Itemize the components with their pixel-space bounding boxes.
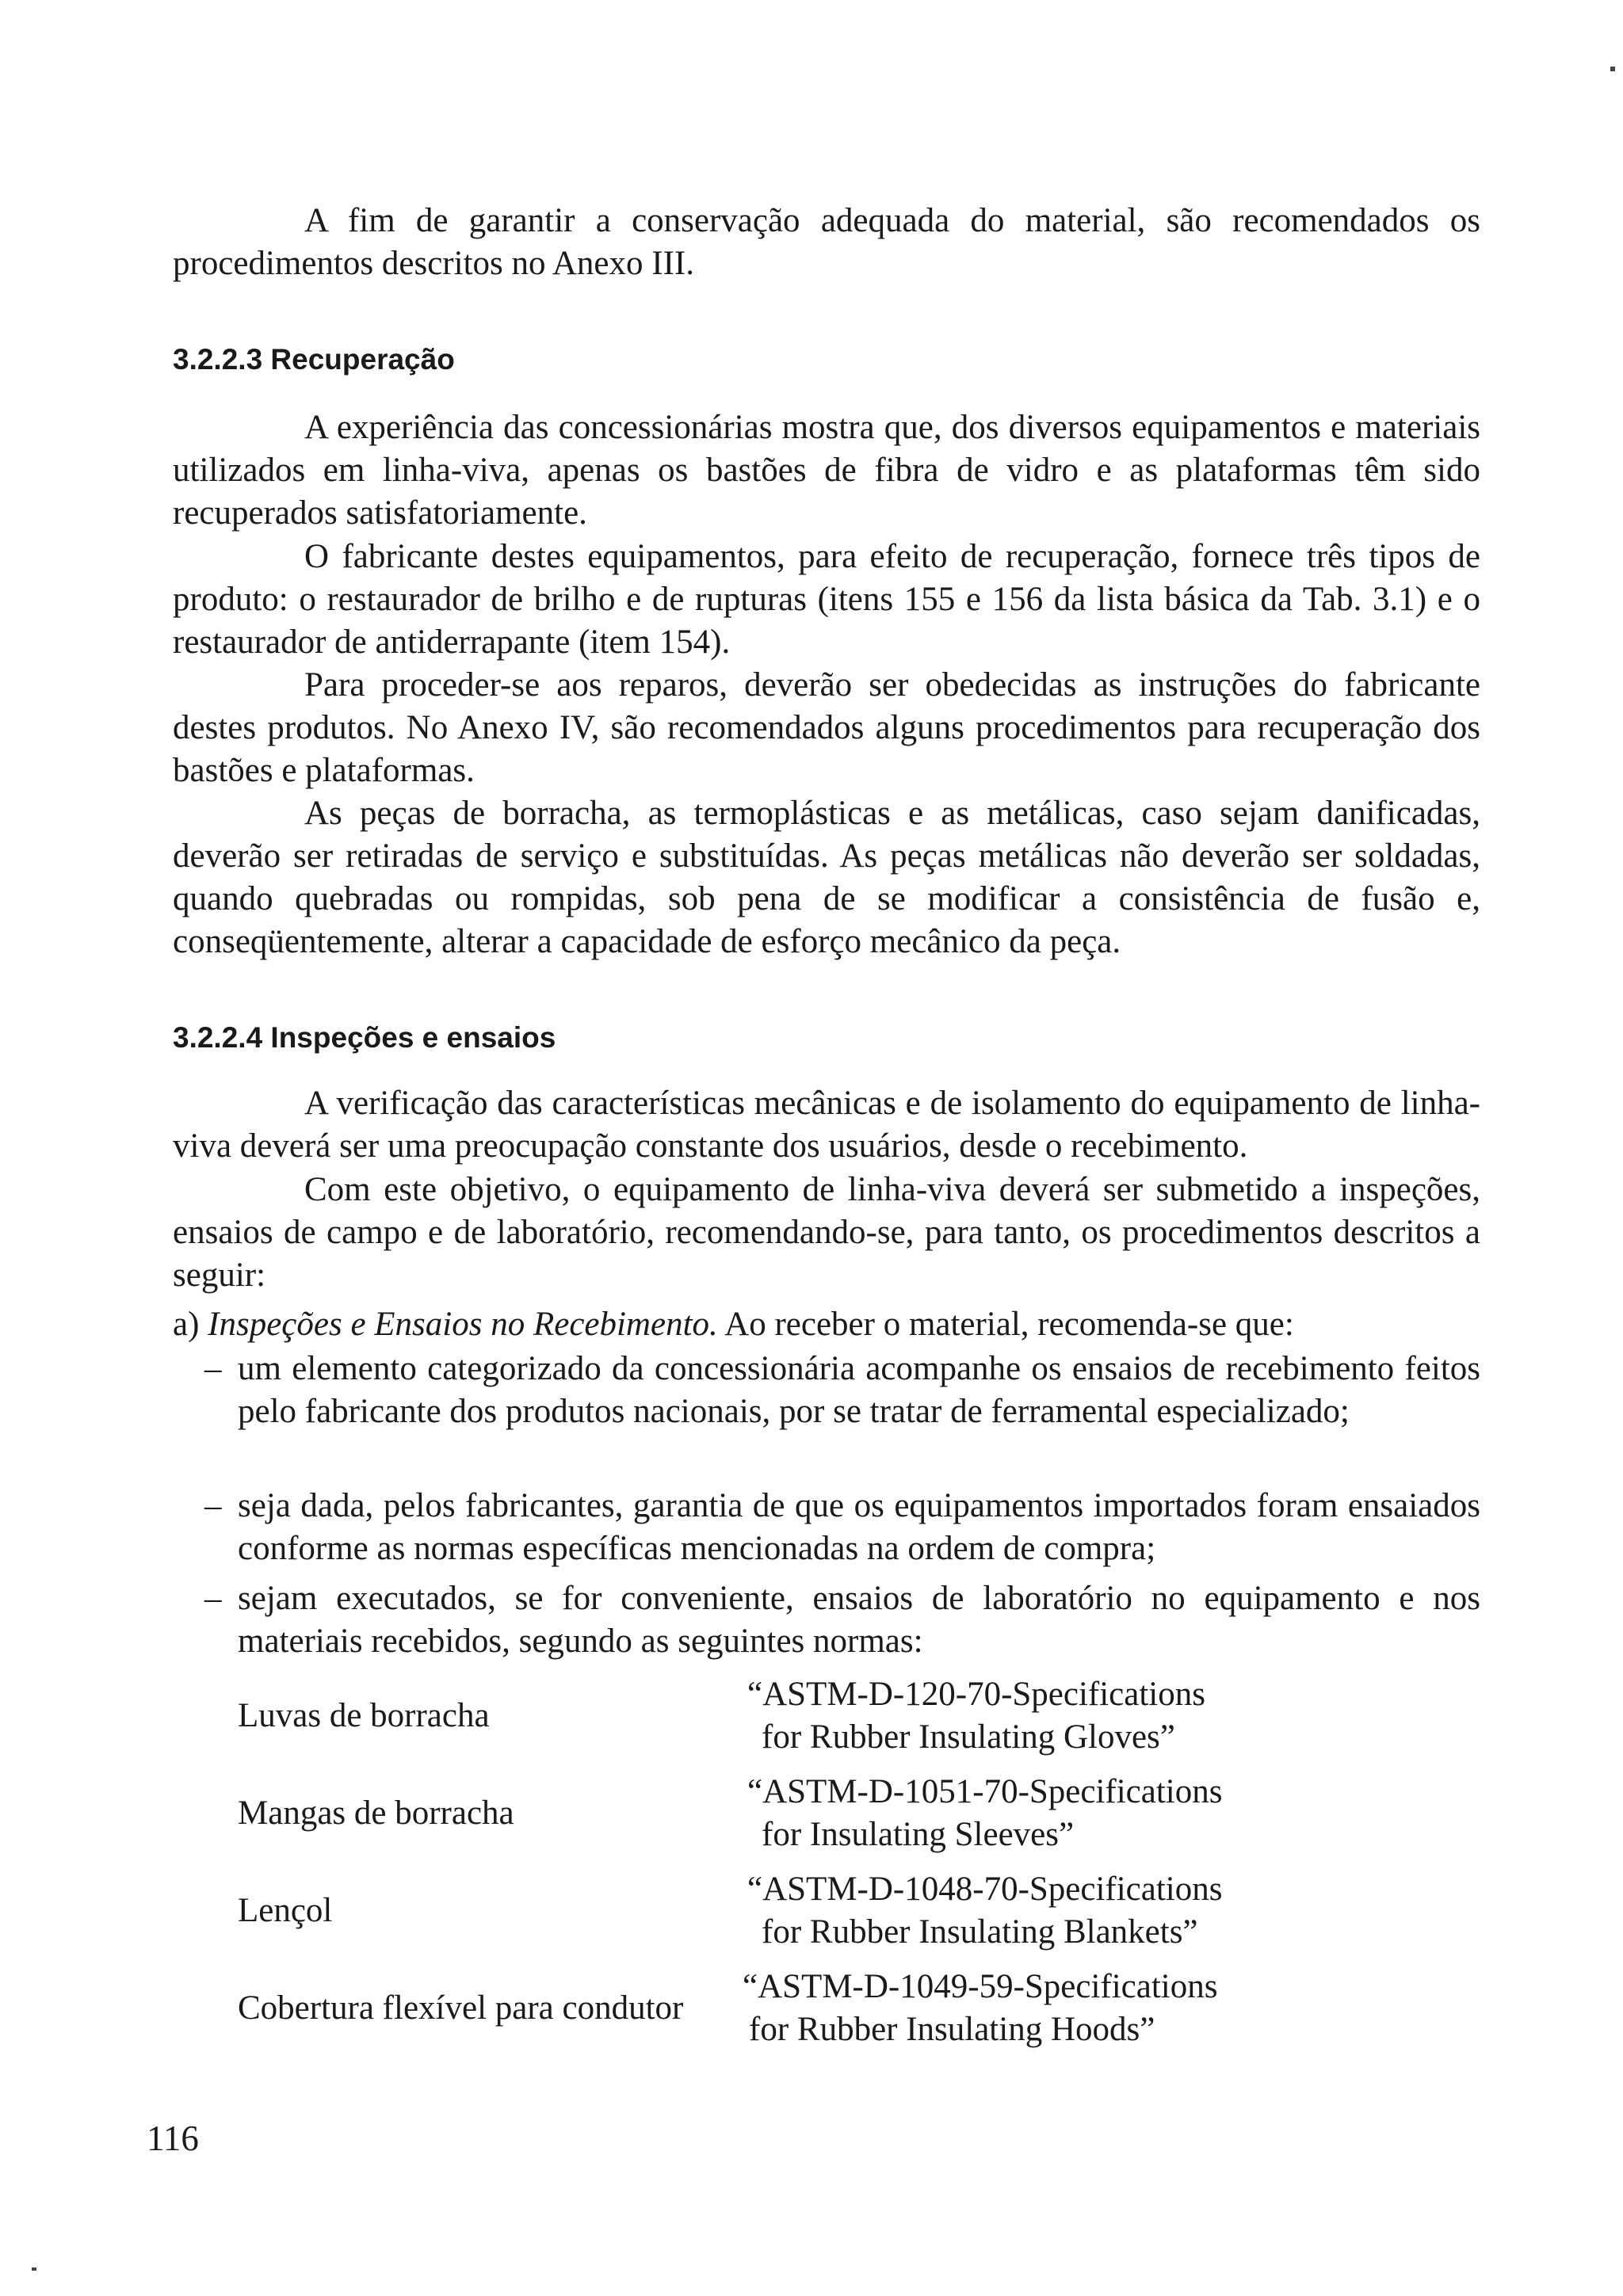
norm-spec-line: for Rubber Insulating Blankets” <box>762 1913 1198 1951</box>
dash-list-item <box>204 1577 1480 1663</box>
norm-spec <box>747 1673 1205 1759</box>
norm-item-name: Mangas de borracha <box>238 1794 514 1832</box>
norm-spec <box>747 1771 1222 1856</box>
inspecoes-paragraph-2: Com este objetivo, o equipamento de linha-viva deverá ser submetido a inspeções, ensaios de campo e de laboratório, recomendando-se, para tanto, os procedimentos descritos a seguir: <box>173 1171 1480 1294</box>
dash-list-item <box>204 1485 1480 1570</box>
norm-spec-line: for Rubber Insulating Hoods” <box>749 2011 1155 2048</box>
norm-spec-line: “ASTM-D-1049-59-Specifications <box>743 1968 1218 2005</box>
norm-spec <box>743 1966 1217 2051</box>
norm-row <box>238 1673 1331 1771</box>
dash-bullet: – <box>204 1350 222 1387</box>
recuperacao-paragraph-2: O fabricante destes equipamentos, para efeito de recuperação, fornece três tipos de produto: o restaurador de brilho e de rupturas (itens 155 e 156 da lista básica da Tab. 3.1) e o restaurador de antiderrapante (item 154). <box>173 538 1480 661</box>
list-item-a <box>173 1303 1480 1346</box>
recuperacao-paragraph-4: As peças de borracha, as termoplásticas e as metálicas, caso sejam danificadas, deverão ser retiradas de serviço e substituídas. As peças metálicas não deverão ser soldadas, quando quebradas ou rompidas, sob pena de se modificar a consistência de fusão e, conseqüentemente, alterar a capacidade de esforço mecânico da peça. <box>173 795 1480 960</box>
norm-spec-line: “ASTM-D-1048-70-Specifications <box>747 1871 1223 1908</box>
recuperacao-paragraph-3: Para proceder-se aos reparos, deverão ser obedecidas as instruções do fabricante destes produtos. No Anexo IV, são recomendados alguns procedimentos para recuperação dos bastões e plataformas. <box>173 666 1480 789</box>
norm-spec-line: “ASTM-D-1051-70-Specifications <box>747 1773 1223 1810</box>
norm-item-name: Cobertura flexível para condutor <box>238 1989 684 2027</box>
norm-item-name: Luvas de borracha <box>238 1697 490 1734</box>
dash-bullet: – <box>204 1580 222 1617</box>
norm-row <box>238 1966 1331 2063</box>
section-heading-inspecoes: 3.2.2.4 Inspeções e ensaios <box>173 1021 556 1054</box>
norm-row <box>238 1868 1331 1966</box>
list-item-a-title: Inspeções e Ensaios no Recebimento. <box>208 1306 718 1343</box>
norm-spec-line: for Rubber Insulating Gloves” <box>762 1718 1175 1756</box>
list-marker-a: a) <box>173 1306 200 1343</box>
dash-item-text: seja dada, pelos fabricantes, garantia de que os equipamentos importados foram ensaiados conforme as normas específicas mencionadas na ordem de compra; <box>238 1487 1480 1567</box>
recuperacao-paragraph-1: A experiência das concessionárias mostra que, dos diversos equipamentos e materiais utilizados em linha-viva, apenas os bastões de fibra de vidro e as plataformas têm sido recuperados satisfatoriamente. <box>173 409 1480 532</box>
dash-item-text: um elemento categorizado da concessionária acompanhe os ensaios de recebimento feitos pelo fabricante dos produtos nacionais, por se tratar de ferramental especializado; <box>238 1350 1480 1430</box>
scan-speck <box>1610 67 1615 71</box>
dash-item-text: sejam executados, se for conveniente, ensaios de laboratório no equipamento e nos materiais recebidos, segundo as seguintes normas: <box>238 1580 1480 1660</box>
page-number: 116 <box>147 2119 199 2158</box>
dash-bullet: – <box>204 1487 222 1524</box>
norm-spec-line: “ASTM-D-120-70-Specifications <box>747 1676 1205 1713</box>
norm-spec <box>747 1868 1222 1954</box>
intro-paragraph: A fim de garantir a conservação adequada do material, são recomendados os procedimentos descritos no Anexo III. <box>173 202 1480 282</box>
list-item-a-text: Ao receber o material, recomenda-se que: <box>717 1306 1294 1343</box>
norm-spec-line: for Insulating Sleeves” <box>762 1816 1075 1853</box>
norm-row <box>238 1771 1331 1868</box>
dash-list-item <box>204 1348 1480 1433</box>
inspecoes-paragraph-1: A verificação das características mecânicas e de isolamento do equipamento de linha-viva deverá ser uma preocupação constante dos usuários, desde o recebimento. <box>173 1085 1480 1165</box>
scan-speck <box>32 2267 36 2271</box>
norms-table <box>238 1673 1331 2063</box>
norm-item-name: Lençol <box>238 1892 333 1929</box>
section-heading-recuperacao: 3.2.2.3 Recuperação <box>173 343 455 376</box>
